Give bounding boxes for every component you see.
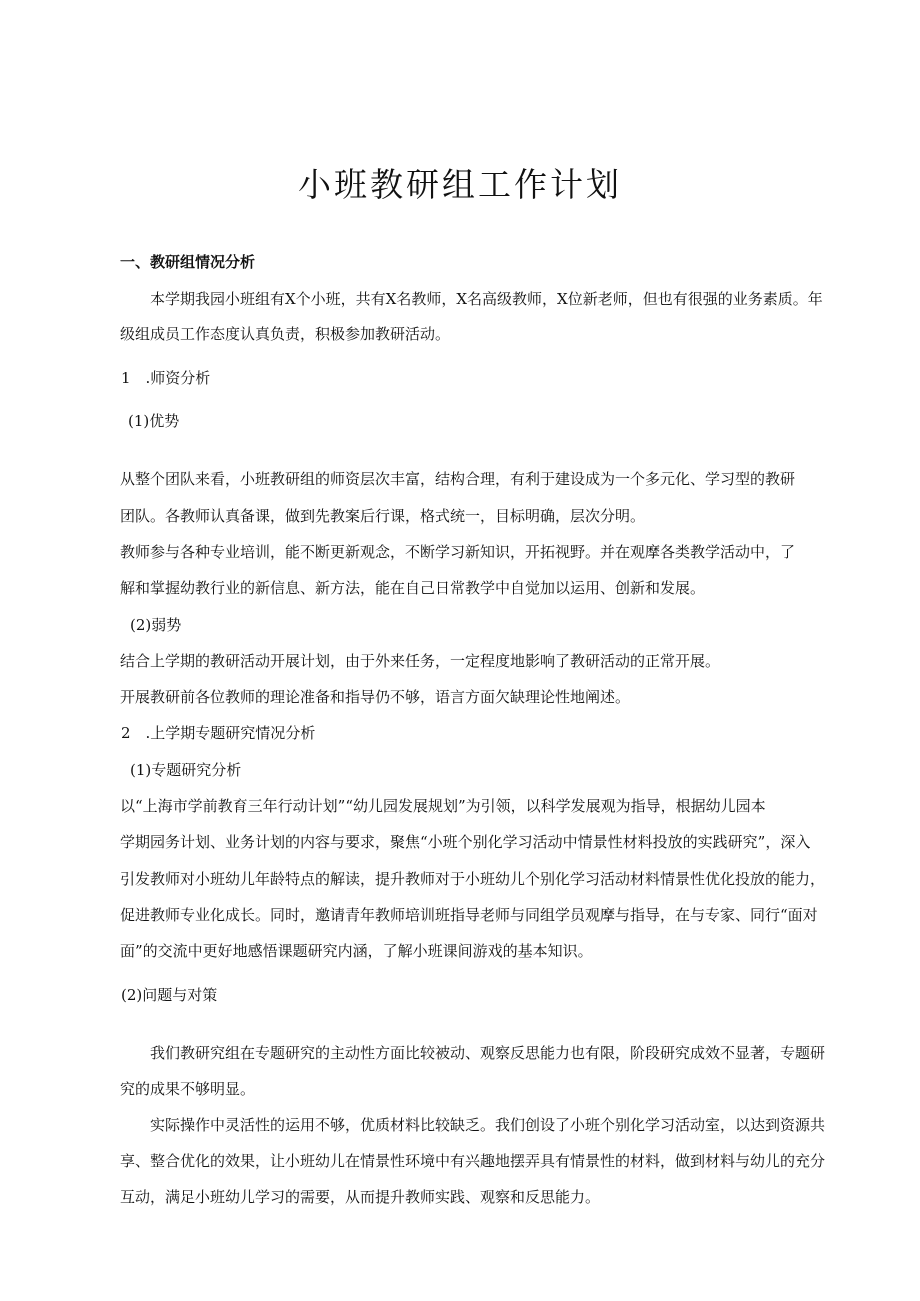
paragraph-intro-line-2: 级组成员工作态度认真负责，积极参加教研活动。 [120, 325, 451, 343]
paragraph-problem-1-line-2: 究的成果不够明显。 [120, 1080, 256, 1098]
subheading-problems-solutions: (2)问题与对策 [121, 986, 218, 1004]
subheading-last-term-topic: 2 .上学期专题研究情况分析 [121, 724, 316, 742]
paragraph-topic-line-2: 学期园务计划、业务计划的内容与要求，聚焦“小班个别化学习活动中情景性材料投放的实践研究”，深入 [120, 833, 811, 851]
paragraph-topic-line-4: 促进教师专业化成长。同时，邀请青年教师培训班指导老师与同组学员观摩与指导，在与专家、同行“面对 [120, 906, 818, 924]
paragraph-problem-2-line-2: 享、整合优化的效果，让小班幼儿在情景性环境中有兴趣地摆弄具有情景性的材料，做到材料与幼儿的充分 [120, 1152, 826, 1170]
paragraph-advantages-1-line-2: 团队。各教师认真备课，做到先教案后行课，格式统一，目标明确，层次分明。 [120, 507, 646, 525]
document-title: 小班教研组工作计划 [298, 165, 622, 204]
subheading-advantages: (1)优势 [128, 412, 180, 430]
subheading-weaknesses: (2)弱势 [130, 616, 182, 634]
paragraph-advantages-2-line-1: 教师参与各种专业培训，能不断更新观念，不断学习新知识，开拓视野。并在观摩各类教学活动中，了 [120, 543, 796, 561]
subheading-topic-analysis: (1)专题研究分析 [130, 761, 242, 779]
paragraph-weakness-1: 结合上学期的教研活动开展计划，由于外来任务，一定程度地影响了教研活动的正常开展。 [120, 652, 721, 670]
paragraph-topic-line-3: 引发教师对小班幼儿年龄特点的解读，提升教师对于小班幼儿个别化学习活动材料情景性优化投放的能力， [120, 870, 826, 888]
paragraph-problem-2-line-3: 互动，满足小班幼儿学习的需要，从而提升教师实践、观察和反思能力。 [120, 1188, 601, 1206]
paragraph-weakness-2: 开展教研前各位教师的理论准备和指导仍不够，语言方面欠缺理论性地阐述。 [120, 688, 631, 706]
paragraph-advantages-1-line-1: 从整个团队来看，小班教研组的师资层次丰富，结构合理，有利于建设成为一个多元化、学习型的教研 [120, 470, 796, 488]
paragraph-advantages-2-line-2: 解和掌握幼教行业的新信息、新方法，能在自己日常教学中自觉加以运用、创新和发展。 [120, 579, 706, 597]
paragraph-intro-line-1: 本学期我园小班组有X个小班，共有X名教师，X名高级教师，X位新老师，但也有很强的业务素质。年 [150, 290, 823, 308]
paragraph-problem-2-line-1: 实际操作中灵活性的运用不够，优质材料比较缺乏。我们创设了小班个别化学习活动室，以达到资源共 [150, 1116, 826, 1134]
paragraph-topic-line-1: 以“上海市学前教育三年行动计划”“幼儿园发展规划”为引领，以科学发展观为指导，根据幼儿园本 [120, 797, 766, 815]
subheading-teacher-analysis: 1 .师资分析 [121, 369, 211, 387]
section-heading-analysis: 一、教研组情况分析 [120, 253, 256, 271]
paragraph-problem-1-line-1: 我们教研究组在专题研究的主动性方面比较被动、观察反思能力也有限，阶段研究成效不显著，专题研 [150, 1044, 826, 1062]
paragraph-topic-line-5: 面”的交流中更好地感悟课题研究内涵，了解小班课间游戏的基本知识。 [120, 942, 593, 960]
